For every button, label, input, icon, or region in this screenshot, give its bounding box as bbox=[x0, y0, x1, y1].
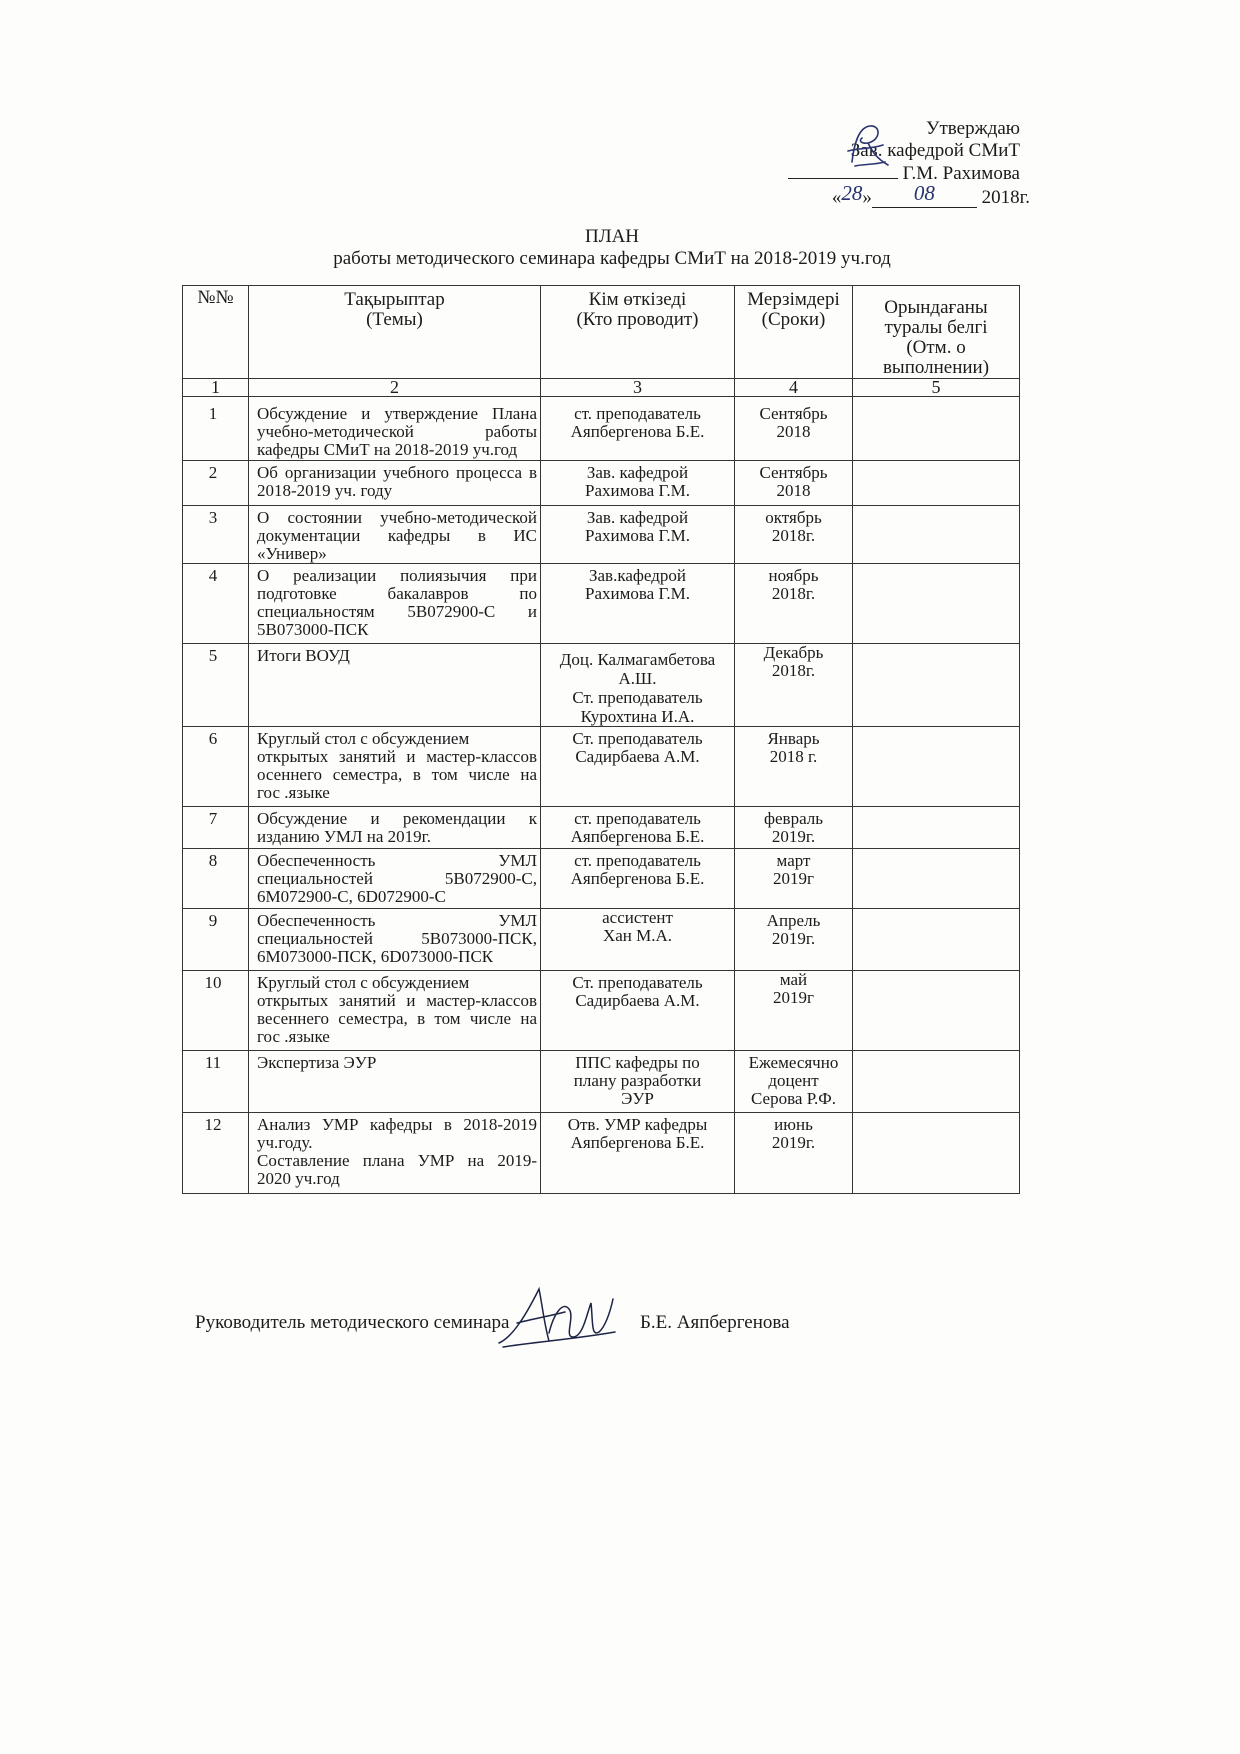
topic-cell bbox=[249, 644, 541, 727]
topic-paragraph bbox=[257, 1054, 537, 1072]
responsible-line: Зав. кафедрой bbox=[586, 508, 689, 527]
deadline-line: июнь bbox=[774, 1115, 813, 1134]
topic-paragraph bbox=[257, 974, 537, 992]
topic-line: осеннего семестра, в том числе на bbox=[257, 765, 537, 784]
topic-line: Обеспеченность УМЛ bbox=[257, 851, 537, 870]
completion-mark-cell bbox=[853, 971, 1020, 1051]
column-header-line: (Отм. о bbox=[906, 337, 966, 358]
column-header-line: (Темы) bbox=[366, 309, 423, 330]
deadline-line: ноябрь bbox=[768, 566, 819, 585]
topic-line: специальностям 5В072900-С и bbox=[257, 602, 537, 621]
table-row bbox=[183, 397, 1020, 461]
responsible-line: Садирбаева А.М. bbox=[575, 747, 700, 766]
deadline-line: Сентябрь bbox=[759, 404, 828, 423]
topic-line: Об организации учебного процесса в bbox=[257, 463, 537, 482]
handwritten-day: 28 bbox=[841, 181, 863, 205]
deadline-cell bbox=[735, 1113, 853, 1194]
topic-line: Анализ УМР кафедры в 2018-2019 bbox=[257, 1115, 537, 1134]
plan-table bbox=[182, 285, 1020, 1194]
column-number: 3 bbox=[541, 379, 735, 397]
topic-line: 6М072900-С, 6D072900-С bbox=[257, 887, 446, 906]
topic-line: Круглый стол с обсуждением bbox=[257, 973, 470, 992]
row-number: 4 bbox=[183, 564, 249, 644]
topic-line: Обсуждение и утверждение Плана bbox=[257, 404, 537, 423]
column-header-line: Орындағаны bbox=[884, 297, 988, 318]
topic-line: открытых занятий и мастер-классов bbox=[257, 991, 537, 1010]
deadline-line: 2019г. bbox=[771, 1133, 816, 1152]
table-row bbox=[183, 727, 1020, 807]
topic-cell bbox=[249, 971, 541, 1051]
topic-line: О состоянии учебно-методической bbox=[257, 508, 537, 527]
column-header-line: (Сроки) bbox=[761, 309, 826, 330]
topic-line: Обеспеченность УМЛ bbox=[257, 911, 537, 930]
completion-mark-cell bbox=[853, 644, 1020, 727]
row-number: 9 bbox=[183, 909, 249, 971]
responsible-line: ППС кафедры по bbox=[575, 1053, 700, 1072]
deadline-line: Серова Р.Ф. bbox=[751, 1089, 836, 1108]
table-row bbox=[183, 564, 1020, 644]
row-number: 1 bbox=[183, 397, 249, 461]
responsible-line: ст. преподаватель bbox=[574, 809, 701, 828]
column-number: 2 bbox=[249, 379, 541, 397]
topic-cell bbox=[249, 807, 541, 849]
topic-cell bbox=[249, 909, 541, 971]
deadline-line: 2018г. bbox=[771, 526, 816, 545]
responsible-cell bbox=[541, 727, 735, 807]
deadline-cell bbox=[735, 564, 853, 644]
document-subtitle: работы методического семинара кафедры СМиТ на 2018-2019 уч.год bbox=[333, 248, 891, 269]
deadline-line: Ежемесячно bbox=[748, 1053, 839, 1072]
responsible-line: Рахимова Г.М. bbox=[585, 584, 690, 603]
seminar-head-signature bbox=[493, 1281, 621, 1359]
table-row bbox=[183, 461, 1020, 506]
row-number: 6 bbox=[183, 727, 249, 807]
approval-block bbox=[788, 118, 1030, 209]
topic-line: 6М073000-ПСК, 6D073000-ПСК bbox=[257, 947, 494, 966]
row-number: 10 bbox=[183, 971, 249, 1051]
topic-paragraph bbox=[257, 730, 537, 748]
deadline-line: доцент bbox=[768, 1071, 819, 1090]
responsible-line: Аяпбергенова Б.Е. bbox=[570, 1133, 705, 1152]
topic-line: 2018-2019 уч. году bbox=[257, 481, 393, 500]
topic-paragraph bbox=[257, 810, 537, 846]
deadline-line: октябрь bbox=[765, 508, 822, 527]
topic-line: специальностей 5В073000-ПСК, bbox=[257, 929, 537, 948]
column-number: 4 bbox=[735, 379, 853, 397]
topic-line: Составление плана УМР на 2019- bbox=[257, 1151, 537, 1170]
column-header bbox=[183, 286, 249, 379]
topic-line: учебно-методической работы bbox=[257, 422, 537, 441]
table-row bbox=[183, 807, 1020, 849]
completion-mark-cell bbox=[853, 1113, 1020, 1194]
topic-line: весеннего семестра, в том числе на bbox=[257, 1009, 537, 1028]
topic-cell bbox=[249, 397, 541, 461]
deadline-cell bbox=[735, 461, 853, 506]
topic-cell bbox=[249, 461, 541, 506]
document-title: ПЛАН bbox=[584, 226, 640, 247]
table-row bbox=[183, 849, 1020, 909]
deadline-line: 2019г bbox=[773, 869, 814, 888]
plan-table-body bbox=[183, 397, 1020, 1194]
column-header bbox=[541, 286, 735, 379]
row-number: 3 bbox=[183, 506, 249, 564]
table-row bbox=[183, 1113, 1020, 1194]
topic-cell bbox=[249, 727, 541, 807]
topic-paragraph bbox=[257, 748, 537, 802]
topic-paragraph bbox=[257, 567, 537, 639]
topic-paragraph bbox=[257, 1116, 537, 1152]
responsible-line: Садирбаева А.М. bbox=[575, 991, 700, 1010]
deadline-line: Сентябрь bbox=[759, 463, 828, 482]
seminar-head-name: Б.Е. Аяпбергенова bbox=[640, 1312, 790, 1333]
approver-name: Г.М. Рахимова bbox=[902, 163, 1020, 184]
header-row bbox=[183, 286, 1020, 379]
deadline-line: Январь bbox=[767, 729, 820, 748]
topic-line: открытых занятий и мастер-классов bbox=[257, 747, 537, 766]
responsible-line: ЭУР bbox=[621, 1089, 654, 1108]
completion-mark-cell bbox=[853, 1051, 1020, 1113]
topic-paragraph bbox=[257, 509, 537, 563]
column-header bbox=[853, 286, 1020, 379]
deadline-line: 2018г. bbox=[771, 584, 816, 603]
deadline-cell bbox=[735, 644, 853, 727]
deadline-line: 2018 bbox=[776, 481, 811, 500]
topic-line: документации кафедры в ИС bbox=[257, 526, 537, 545]
responsible-cell bbox=[541, 971, 735, 1051]
topic-line: гос .языке bbox=[257, 783, 330, 802]
deadline-line: 2019г bbox=[773, 988, 814, 1007]
table-row bbox=[183, 1051, 1020, 1113]
topic-line: «Универ» bbox=[257, 544, 327, 563]
date-quote-close: » bbox=[862, 187, 872, 208]
topic-paragraph bbox=[257, 405, 537, 459]
responsible-line: Хан М.А. bbox=[602, 926, 673, 945]
completion-mark-cell bbox=[853, 461, 1020, 506]
topic-line: изданию УМЛ на 2019г. bbox=[257, 827, 431, 846]
responsible-cell bbox=[541, 564, 735, 644]
responsible-line: ст. преподаватель bbox=[574, 851, 701, 870]
topic-paragraph bbox=[257, 992, 537, 1046]
column-number: 1 bbox=[183, 379, 249, 397]
responsible-cell bbox=[541, 1051, 735, 1113]
column-header-line: выполнении) bbox=[882, 357, 990, 378]
row-number: 5 bbox=[183, 644, 249, 727]
column-header-line: Мерзімдері bbox=[747, 289, 840, 310]
month-blank bbox=[872, 181, 977, 208]
deadline-cell bbox=[735, 849, 853, 909]
topic-cell bbox=[249, 1051, 541, 1113]
row-number: 11 bbox=[183, 1051, 249, 1113]
column-header-line: Тақырыптар bbox=[344, 289, 445, 310]
topic-line: Экспертиза ЭУР bbox=[257, 1053, 377, 1072]
deadline-line: 2018 bbox=[776, 422, 811, 441]
plan-table-head bbox=[183, 286, 1020, 397]
row-number: 12 bbox=[183, 1113, 249, 1194]
topic-paragraph bbox=[257, 464, 537, 500]
topic-cell bbox=[249, 506, 541, 564]
responsible-cell bbox=[541, 461, 735, 506]
responsible-cell bbox=[541, 849, 735, 909]
deadline-cell bbox=[735, 397, 853, 461]
completion-mark-cell bbox=[853, 727, 1020, 807]
completion-mark-cell bbox=[853, 397, 1020, 461]
responsible-line: Курохтина И.А. bbox=[580, 707, 695, 726]
responsible-line: Отв. УМР кафедры bbox=[567, 1115, 708, 1134]
responsible-cell bbox=[541, 807, 735, 849]
deadline-line: 2019г. bbox=[771, 827, 816, 846]
column-number: 5 bbox=[853, 379, 1020, 397]
topic-line: гос .языке bbox=[257, 1027, 330, 1046]
deadline-line: февраль bbox=[763, 809, 824, 828]
column-header-line: Кім өткізеді bbox=[588, 289, 687, 310]
row-number: 2 bbox=[183, 461, 249, 506]
responsible-line: Ст. преподаватель bbox=[572, 729, 703, 748]
date-quote-open: « bbox=[831, 187, 842, 208]
approval-signature bbox=[843, 118, 893, 170]
approver-name-line bbox=[788, 162, 1020, 185]
topic-line: 2020 уч.год bbox=[257, 1169, 340, 1188]
responsible-line: Аяпбергенова Б.Е. bbox=[570, 869, 705, 888]
deadline-line: 2019г. bbox=[771, 929, 816, 948]
handwritten-month: 08 bbox=[913, 181, 935, 205]
approval-heading: Утверждаю bbox=[926, 118, 1020, 139]
topic-line: подготовке бакалавров по bbox=[257, 584, 537, 603]
responsible-cell bbox=[541, 506, 735, 564]
table-row bbox=[183, 909, 1020, 971]
responsible-line: Рахимова Г.М. bbox=[585, 526, 690, 545]
topic-cell bbox=[249, 849, 541, 909]
deadline-cell bbox=[735, 727, 853, 807]
responsible-line: Ст. преподаватель bbox=[572, 688, 703, 707]
completion-mark-cell bbox=[853, 909, 1020, 971]
deadline-line: Апрель bbox=[766, 911, 821, 930]
responsible-line: Зав. кафедрой bbox=[586, 463, 689, 482]
completion-mark-cell bbox=[853, 807, 1020, 849]
column-header-line: (Кто проводит) bbox=[576, 309, 699, 330]
deadline-cell bbox=[735, 1051, 853, 1113]
responsible-cell bbox=[541, 909, 735, 971]
topic-line: Обсуждение и рекомендации к bbox=[257, 809, 537, 828]
date-year: 2018г. bbox=[981, 187, 1030, 208]
approver-position: Зав. кафедрой СМиТ bbox=[850, 140, 1020, 161]
topic-line: уч.году. bbox=[257, 1133, 313, 1152]
approval-date bbox=[788, 181, 1030, 209]
column-header bbox=[735, 286, 853, 379]
responsible-line: Аяпбергенова Б.Е. bbox=[570, 422, 705, 441]
document-heading bbox=[0, 226, 1224, 270]
table-row bbox=[183, 971, 1020, 1051]
column-header-line: туралы белгі bbox=[884, 317, 988, 338]
deadline-line: март bbox=[776, 851, 811, 870]
responsible-cell bbox=[541, 397, 735, 461]
row-number: 7 bbox=[183, 807, 249, 849]
seminar-head-role: Руководитель методического семинара bbox=[195, 1312, 510, 1333]
table-row bbox=[183, 644, 1020, 727]
responsible-cell bbox=[541, 1113, 735, 1194]
topic-cell bbox=[249, 564, 541, 644]
row-number: 8 bbox=[183, 849, 249, 909]
topic-paragraph bbox=[257, 912, 537, 966]
topic-line: 5В073000-ПСК bbox=[257, 620, 369, 639]
responsible-line: ст. преподаватель bbox=[574, 404, 701, 423]
topic-line: кафедры СМиТ на 2018-2019 уч.год bbox=[257, 440, 518, 459]
topic-paragraph bbox=[257, 647, 537, 665]
responsible-line: ассистент bbox=[602, 908, 673, 927]
topic-line: Круглый стол с обсуждением bbox=[257, 729, 470, 748]
column-header-line: №№ bbox=[197, 287, 234, 308]
deadline-cell bbox=[735, 909, 853, 971]
responsible-line: А.Ш. bbox=[618, 669, 657, 688]
completion-mark-cell bbox=[853, 849, 1020, 909]
deadline-cell bbox=[735, 971, 853, 1051]
column-header bbox=[249, 286, 541, 379]
topic-line: Итоги ВОУД bbox=[257, 646, 350, 665]
deadline-cell bbox=[735, 506, 853, 564]
topic-line: О реализации полиязычия при bbox=[257, 566, 537, 585]
completion-mark-cell bbox=[853, 506, 1020, 564]
responsible-cell bbox=[541, 644, 735, 727]
responsible-line: Ст. преподаватель bbox=[572, 973, 703, 992]
completion-mark-cell bbox=[853, 564, 1020, 644]
deadline-line: 2018г. bbox=[771, 661, 816, 680]
topic-paragraph bbox=[257, 852, 537, 906]
table-row bbox=[183, 506, 1020, 564]
deadline-cell bbox=[735, 807, 853, 849]
responsible-line: Зав.кафедрой bbox=[589, 566, 686, 585]
responsible-line: плану разработки bbox=[573, 1071, 702, 1090]
responsible-line: Доц. Калмагамбетова bbox=[559, 650, 716, 669]
deadline-line: Декабрь bbox=[763, 643, 824, 662]
responsible-line: Рахимова Г.М. bbox=[585, 481, 690, 500]
topic-line: специальностей 5В072900-С, bbox=[257, 869, 537, 888]
deadline-line: 2018 г. bbox=[769, 747, 818, 766]
column-number-row bbox=[183, 379, 1020, 397]
topic-paragraph bbox=[257, 1152, 537, 1188]
responsible-line: Аяпбергенова Б.Е. bbox=[570, 827, 705, 846]
topic-cell bbox=[249, 1113, 541, 1194]
deadline-line: май bbox=[779, 970, 808, 989]
